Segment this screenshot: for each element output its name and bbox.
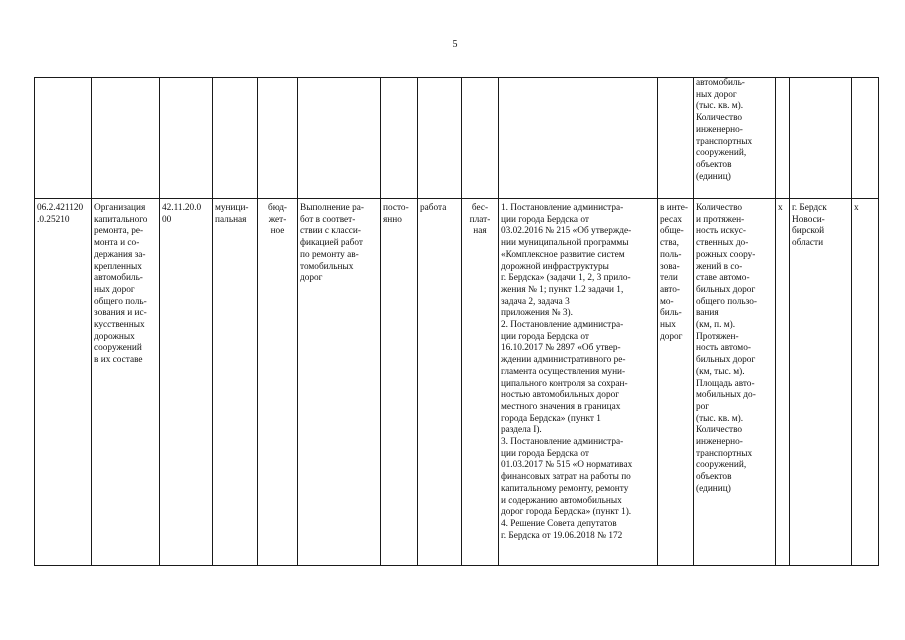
cell-text-line: рог bbox=[696, 401, 710, 412]
cell-text-line: транспортных bbox=[696, 136, 753, 147]
cell-text-line: ность автомо- bbox=[696, 343, 751, 354]
legal-acts-cell-empty bbox=[499, 78, 658, 199]
cell-text-line: дорог bbox=[300, 273, 323, 284]
cell-text-line: Новоси- bbox=[792, 214, 825, 225]
cell-text-line: муници- bbox=[215, 203, 249, 213]
cell-text-line: поль- bbox=[660, 249, 682, 260]
cell-text-line: ремонта, ре- bbox=[94, 226, 144, 237]
cell-text-line: объектов bbox=[696, 159, 732, 170]
mark-cell bbox=[776, 199, 790, 566]
cell-text-line: (единиц) bbox=[696, 171, 731, 182]
cell-text-line: авто- bbox=[660, 284, 680, 295]
cell-text-line: нии муниципальной программы bbox=[501, 238, 629, 249]
cell-text-line: дорог города Бердска» (пункт 1). bbox=[501, 507, 632, 518]
location-cell bbox=[790, 199, 852, 566]
cell-text-line: томобильных bbox=[300, 261, 354, 272]
mark-cell-empty bbox=[776, 78, 790, 199]
periodicity-cell bbox=[381, 199, 418, 566]
table-row bbox=[35, 199, 879, 566]
cell-text-line: посто- bbox=[383, 203, 409, 213]
cell-text-line: дорожной инфраструктуры bbox=[501, 261, 609, 272]
periodicity-cell-empty bbox=[381, 78, 418, 199]
cell-text-line: рожных соору- bbox=[696, 249, 756, 260]
cell-text-line: финансовых затрат на работы по bbox=[501, 472, 631, 483]
cell-text-line: жения № 1; пункт 1.2 задачи 1, bbox=[501, 284, 624, 295]
cell-text-line: жений в со- bbox=[696, 261, 743, 272]
cell-text-line: дорожных bbox=[94, 331, 135, 342]
mark-cell-2 bbox=[852, 199, 879, 566]
cell-text-line: ностью автомобильных дорог bbox=[501, 390, 620, 401]
cell-text-line: ных дорог bbox=[696, 89, 737, 100]
cell-text-line: 3. Постановление администра- bbox=[501, 437, 624, 448]
cell-text-line: мо- bbox=[660, 296, 674, 307]
cell-text-line: Площадь авто- bbox=[696, 378, 755, 389]
financing-cell bbox=[258, 199, 298, 566]
cell-text-line: (км, п. м). bbox=[696, 320, 736, 331]
cell-text-line: дорог bbox=[660, 331, 683, 342]
cell-text-line: капитальному ремонту, ремонту bbox=[501, 483, 629, 494]
service-name-cell bbox=[92, 199, 160, 566]
work-type-cell bbox=[418, 199, 462, 566]
cell-text-line: 42.11.20.0 bbox=[162, 203, 202, 213]
cell-text-line: общего поль- bbox=[94, 296, 147, 307]
cell-text-line: крепленных bbox=[94, 261, 142, 272]
cell-text-line: г. Бердска от 19.06.2018 № 172 bbox=[501, 530, 623, 541]
cell-text-line: 06.2.421120 bbox=[37, 203, 84, 213]
cell-text-line: и протяжен- bbox=[696, 214, 745, 225]
cell-text-line: Количество bbox=[696, 113, 743, 124]
cell-text-line: общего пользо- bbox=[696, 296, 757, 307]
cell-text-line: г. Бердск bbox=[792, 203, 827, 213]
cell-text-line: объектов bbox=[696, 472, 732, 483]
content-cell bbox=[298, 199, 381, 566]
cell-text-line: 01.03.2017 № 515 «О нормативах bbox=[501, 460, 633, 471]
cell-text-line: ное bbox=[270, 226, 285, 237]
cell-text-line: в их составе bbox=[94, 355, 143, 366]
service-code-cell bbox=[35, 199, 92, 566]
mark-cell-empty-2 bbox=[852, 78, 879, 199]
cell-text-line: (тыс. кв. м). bbox=[696, 413, 744, 424]
cell-text-line: капитального bbox=[94, 214, 148, 225]
cell-text-line: Выполнение ра- bbox=[300, 203, 364, 213]
indicators-cell bbox=[694, 199, 776, 566]
cell-text-line: обще- bbox=[660, 226, 684, 237]
cell-text-line: ных дорог bbox=[94, 284, 135, 295]
cell-text-line: ства, bbox=[660, 238, 679, 249]
cell-text-line: области bbox=[792, 238, 824, 249]
cell-text-line: ность искус- bbox=[696, 226, 746, 237]
cell-text-line: (тыс. кв. м). bbox=[696, 101, 744, 112]
cell-text-line: гламента осуществления муни- bbox=[501, 366, 626, 377]
cell-text-line: зова- bbox=[660, 261, 680, 272]
legal-acts-cell bbox=[499, 199, 658, 566]
cell-text-line: раздела I). bbox=[501, 425, 542, 436]
cell-text-line: Организация bbox=[94, 203, 146, 213]
consumers-cell-empty bbox=[658, 78, 694, 199]
cell-text-line: пальная bbox=[215, 214, 247, 225]
cell-text-line: бильных дорог bbox=[696, 355, 756, 366]
cell-text-line: бюд- bbox=[267, 203, 288, 213]
cell-text-line: в инте- bbox=[660, 203, 688, 213]
cell-text-line: автомобиль- bbox=[94, 273, 143, 284]
institution-type-cell bbox=[213, 199, 258, 566]
cell-text-line: 16.10.2017 № 2897 «Об утвер- bbox=[501, 343, 621, 354]
financing-cell-empty bbox=[258, 78, 298, 199]
cell-text-line: сооружений, bbox=[696, 148, 747, 159]
indicators-continuation-cell bbox=[694, 78, 776, 199]
cell-text-line: бот в соответ- bbox=[300, 214, 356, 225]
cell-text-line: ственных до- bbox=[696, 238, 749, 249]
type-cell-empty bbox=[418, 78, 462, 199]
cell-text-line: плат- bbox=[469, 214, 491, 225]
cell-text-line: ции города Бердска от bbox=[501, 331, 589, 342]
code-cell-empty bbox=[35, 78, 92, 199]
cell-text-line: ции города Бердска от bbox=[501, 214, 589, 225]
cell-text-line: (км, тыс. м). bbox=[696, 366, 745, 377]
cell-text-line: вания bbox=[696, 308, 719, 319]
cell-text-line: .0.25210 bbox=[37, 214, 70, 225]
cell-text-line: сооружений, bbox=[696, 460, 747, 471]
cell-text-line: бильных дорог bbox=[696, 284, 756, 295]
cell-text-line: х bbox=[854, 203, 859, 213]
cell-text-line: кусственных bbox=[94, 320, 145, 331]
cell-text-line: ставе автомо- bbox=[696, 273, 750, 284]
cell-text-line: местного значения в границах bbox=[501, 401, 621, 412]
cell-text-line: бирской bbox=[792, 226, 825, 237]
cell-text-line: Количество bbox=[696, 203, 743, 213]
cell-text-line: «Комплексное развитие систем bbox=[501, 249, 625, 260]
cell-text-line: мобильных до- bbox=[696, 390, 756, 401]
cell-text-line: Количество bbox=[696, 425, 743, 436]
cell-text-line: автомобиль- bbox=[696, 78, 745, 88]
cell-text-line: задача 2, задача 3 bbox=[501, 296, 570, 307]
cell-text-line: ресах bbox=[660, 214, 683, 225]
cell-text-line: держания за- bbox=[94, 249, 146, 260]
okved-code-cell bbox=[160, 199, 213, 566]
cell-text-line: (единиц) bbox=[696, 483, 731, 494]
cell-text-line: ная bbox=[473, 226, 487, 237]
cell-text-line: инженерно- bbox=[696, 124, 743, 135]
cell-text-line: ных bbox=[660, 320, 676, 331]
name-cell-empty bbox=[92, 78, 160, 199]
cell-text-line: х bbox=[778, 203, 783, 213]
cell-text-line: монта и со- bbox=[94, 238, 140, 249]
cell-text-line: ципального контроля за сохран- bbox=[501, 378, 628, 389]
cell-text-line: фикацией работ bbox=[300, 238, 363, 249]
table-row bbox=[35, 78, 879, 199]
cell-text-line: 1. Постановление администра- bbox=[501, 203, 624, 213]
payment-cell bbox=[462, 199, 499, 566]
cell-text-line: биль- bbox=[660, 308, 682, 319]
cell-text-line: ждении административного ре- bbox=[501, 355, 626, 366]
cell-text-line: жет- bbox=[268, 214, 287, 225]
payment-cell-empty bbox=[462, 78, 499, 199]
cell-text-line: инженерно- bbox=[696, 437, 743, 448]
cell-text-line: бес- bbox=[471, 203, 489, 213]
page-number: 5 bbox=[452, 39, 458, 50]
cell-text-line: зования и ис- bbox=[94, 308, 147, 319]
cell-text-line: Протяжен- bbox=[696, 331, 739, 342]
cell-text-line: по ремонту ав- bbox=[300, 249, 359, 260]
cell-text-line: работа bbox=[420, 203, 447, 213]
consumers-cell bbox=[658, 199, 694, 566]
services-table bbox=[34, 77, 879, 566]
cell-text-line: янно bbox=[383, 214, 402, 225]
cell-text-line: приложения № 3). bbox=[501, 308, 573, 319]
institution-type-cell-empty bbox=[213, 78, 258, 199]
cell-text-line: и содержанию автомобильных bbox=[501, 495, 622, 506]
cell-text-line: 00 bbox=[162, 214, 172, 225]
content-cell-empty bbox=[298, 78, 381, 199]
location-cell-empty bbox=[790, 78, 852, 199]
cell-text-line: ствии с класси- bbox=[300, 226, 361, 237]
cell-text-line: транспортных bbox=[696, 448, 753, 459]
okved-cell-empty bbox=[160, 78, 213, 199]
cell-text-line: сооружений bbox=[94, 343, 142, 354]
cell-text-line: ции города Бердска от bbox=[501, 448, 589, 459]
cell-text-line: тели bbox=[660, 273, 678, 284]
cell-text-line: города Бердска» (пункт 1 bbox=[501, 413, 601, 424]
cell-text-line: 03.02.2016 № 215 «Об утвержде- bbox=[501, 226, 632, 237]
cell-text-line: 2. Постановление администра- bbox=[501, 320, 624, 331]
cell-text-line: 4. Решение Совета депутатов bbox=[501, 518, 617, 529]
cell-text-line: г. Бердска» (задачи 1, 2, 3 прило- bbox=[501, 273, 631, 284]
